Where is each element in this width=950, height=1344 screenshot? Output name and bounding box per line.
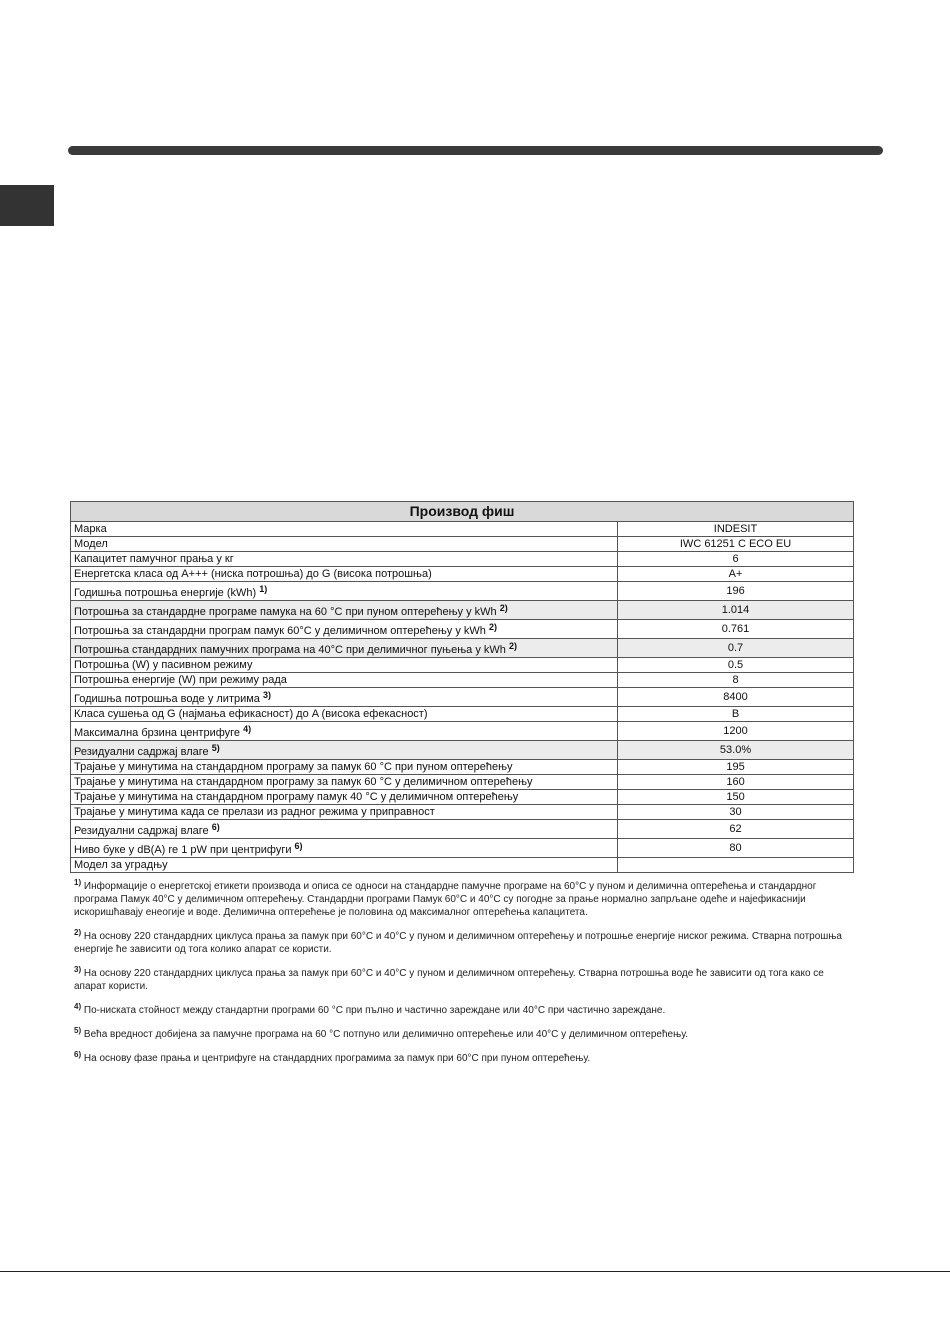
- footnote-mark: 6): [74, 1050, 82, 1059]
- table-row: [71, 567, 854, 582]
- table-row: [71, 639, 854, 658]
- row-value: 53.0%: [618, 741, 854, 760]
- footnote-ref: 6): [211, 822, 220, 832]
- row-label: Максимална брзина центрифуге: [74, 727, 241, 739]
- table-row: [71, 582, 854, 601]
- row-label-cell: [71, 537, 618, 552]
- row-value: 30: [618, 805, 854, 820]
- footnotes: [74, 880, 854, 1076]
- row-value: 0.5: [618, 658, 854, 673]
- footer-rule: [0, 1271, 950, 1272]
- row-label: Резидуални садржај влаге: [74, 746, 209, 758]
- footnote-ref: 1): [259, 584, 268, 594]
- table-row: [71, 741, 854, 760]
- table-row: [71, 805, 854, 820]
- table-row: [71, 707, 854, 722]
- row-label: Марка: [74, 523, 107, 535]
- row-label: Ниво буке у dB(A) re 1 pW при центрифуги: [74, 844, 292, 856]
- footnote: [74, 1004, 854, 1017]
- row-label-cell: [71, 805, 618, 820]
- table-row: [71, 760, 854, 775]
- row-label-cell: [71, 582, 618, 601]
- footnote-text: На основу 220 стандардних циклуса прања за памук при 60°C и 40°C у пуном и делимичном оптерећењу. Стварна потрошња воде ће зависити од тога како се апарат користи.: [74, 968, 824, 992]
- table-row: [71, 790, 854, 805]
- footnote-ref: 2): [508, 641, 517, 651]
- product-fiche-table: [70, 501, 854, 873]
- table-row: [71, 839, 854, 858]
- row-value: 6: [618, 552, 854, 567]
- row-label: Трајање у минутима на стандардном програму памук 40 °C у делимичном оптерећењу: [74, 791, 519, 803]
- footnote-text: Информације о енергетској етикети производа и описа се односи на стандардне памучне програме на 60°C у пуном и делимична оптерећења и стандардног програма Памук 40°C у делимичном оптерећењу. Стандардни програми Памук 60°C и 40°C су погодне за прање нормално запрљане одеће и најефикаснији искоришћавају енеогије и воде. Делимична оптерећење је половина од максималног оптерећења капацитета.: [74, 881, 817, 918]
- table-row: [71, 688, 854, 707]
- row-label: Потрошња (W) у пасивном режиму: [74, 659, 253, 671]
- row-label-cell: [71, 820, 618, 839]
- footnote-ref: 4): [243, 724, 252, 734]
- row-value: 8: [618, 673, 854, 688]
- row-label-cell: [71, 790, 618, 805]
- footnote-mark: 5): [74, 1026, 82, 1035]
- table-row: [71, 820, 854, 839]
- row-value: 0.761: [618, 620, 854, 639]
- footnote-mark: 4): [74, 1002, 82, 1011]
- footnote-text: По-ниската стойност между стандартни програми 60 °C при пълно и частично зареждане или 40°C при частично зареждане.: [83, 1005, 666, 1016]
- row-label-cell: [71, 858, 618, 873]
- row-value: 62: [618, 820, 854, 839]
- row-label: Модел: [74, 538, 108, 550]
- row-label: Годишња потрошња енергије (kWh): [74, 587, 257, 599]
- row-label-cell: [71, 673, 618, 688]
- row-label-cell: [71, 741, 618, 760]
- row-label: Енергетска класа од A+++ (ниска потрошња) до G (висока потрошња): [74, 568, 432, 580]
- row-value: 1200: [618, 722, 854, 741]
- footnote: [74, 930, 854, 956]
- footnote-ref: 5): [211, 743, 220, 753]
- row-label: Потрошња енергије (W) при режиму рада: [74, 674, 287, 686]
- row-label-cell: [71, 658, 618, 673]
- row-label: Капацитет памучног прања у кг: [74, 553, 234, 565]
- row-label-cell: [71, 601, 618, 620]
- table-row: [71, 522, 854, 537]
- row-label: Потрошња за стандардни програм памук 60°C у делимичном оптерећењу у kWh: [74, 625, 486, 637]
- table-row: [71, 537, 854, 552]
- row-value: 8400: [618, 688, 854, 707]
- section-tab-marker: [0, 185, 54, 226]
- row-label-cell: [71, 688, 618, 707]
- footnote: [74, 880, 854, 919]
- row-label-cell: [71, 839, 618, 858]
- footnote: [74, 967, 854, 993]
- row-label-cell: [71, 552, 618, 567]
- table-row: [71, 552, 854, 567]
- footnote-ref: 3): [263, 690, 272, 700]
- row-label: Трајање у минутима када се прелази из радног режима у приправност: [74, 806, 435, 818]
- row-label-cell: [71, 522, 618, 537]
- footnote-mark: 2): [74, 928, 82, 937]
- table-row: [71, 722, 854, 741]
- table-row: [71, 658, 854, 673]
- row-label: Трајање у минутима на стандардном програму за памук 60 °C при пуном оптерећењу: [74, 761, 513, 773]
- row-label: Модел за уградњу: [74, 859, 168, 871]
- table-row: [71, 620, 854, 639]
- table-row: [71, 858, 854, 873]
- row-value: 150: [618, 790, 854, 805]
- row-value: 1.014: [618, 601, 854, 620]
- footnote-text: На основу 220 стандардних циклуса прања за памук при 60°C и 40°C у пуном и делимичном оптерећењу и потрошње енергије ниског режима. Стварна потрошња енергије ће зависити од тога колико апарат се користи.: [74, 931, 842, 955]
- row-value: 80: [618, 839, 854, 858]
- row-label-cell: [71, 567, 618, 582]
- row-label-cell: [71, 760, 618, 775]
- row-label-cell: [71, 707, 618, 722]
- header-rule: [68, 146, 883, 155]
- footnote: [74, 1052, 854, 1065]
- row-label-cell: [71, 775, 618, 790]
- row-label-cell: [71, 620, 618, 639]
- row-label-cell: [71, 722, 618, 741]
- table-row: [71, 673, 854, 688]
- row-label: Трајање у минутима на стандардном програму за памук 60 °C у делимичном оптерећењу: [74, 776, 533, 788]
- footnote-ref: 2): [499, 603, 508, 613]
- footnote: [74, 1028, 854, 1041]
- footnote-ref: 6): [294, 841, 303, 851]
- row-label: Класа сушења од G (најмања ефикасност) до A (висока ефекасност): [74, 708, 428, 720]
- row-value: 196: [618, 582, 854, 601]
- footnote-ref: 2): [488, 622, 497, 632]
- row-value: INDESIT: [618, 522, 854, 537]
- row-label-cell: [71, 639, 618, 658]
- table-title: Производ фиш: [71, 502, 854, 522]
- row-value: 0.7: [618, 639, 854, 658]
- table-row: [71, 775, 854, 790]
- row-label: Резидуални садржај влаге: [74, 825, 209, 837]
- footnote-mark: 3): [74, 965, 82, 974]
- row-label: Годишња потрошња воде у литрима: [74, 693, 260, 705]
- row-label: Потрошња стандардних памучних програма на 40°C при делимичног пуњења у kWh: [74, 644, 506, 656]
- row-value: 160: [618, 775, 854, 790]
- footnote-text: На основу фазе прања и центрифуге на стандардних програмима за памук при 60°C при пуном оптерећењу.: [83, 1053, 591, 1064]
- row-value: B: [618, 707, 854, 722]
- row-value: IWC 61251 C ECO EU: [618, 537, 854, 552]
- footnote-mark: 1): [74, 878, 82, 887]
- row-value: 195: [618, 760, 854, 775]
- row-value: [618, 858, 854, 873]
- row-value: A+: [618, 567, 854, 582]
- footnote-text: Већа вредност добијена за памучне програма на 60 °C потпуно или делимично оптерећење или 40°C у делимичном оптерећењу.: [83, 1029, 689, 1040]
- table-row: [71, 601, 854, 620]
- row-label: Потрошња за стандардне програме памука на 60 °C при пуном оптерећењу у kWh: [74, 606, 497, 618]
- table-title-row: [71, 502, 854, 522]
